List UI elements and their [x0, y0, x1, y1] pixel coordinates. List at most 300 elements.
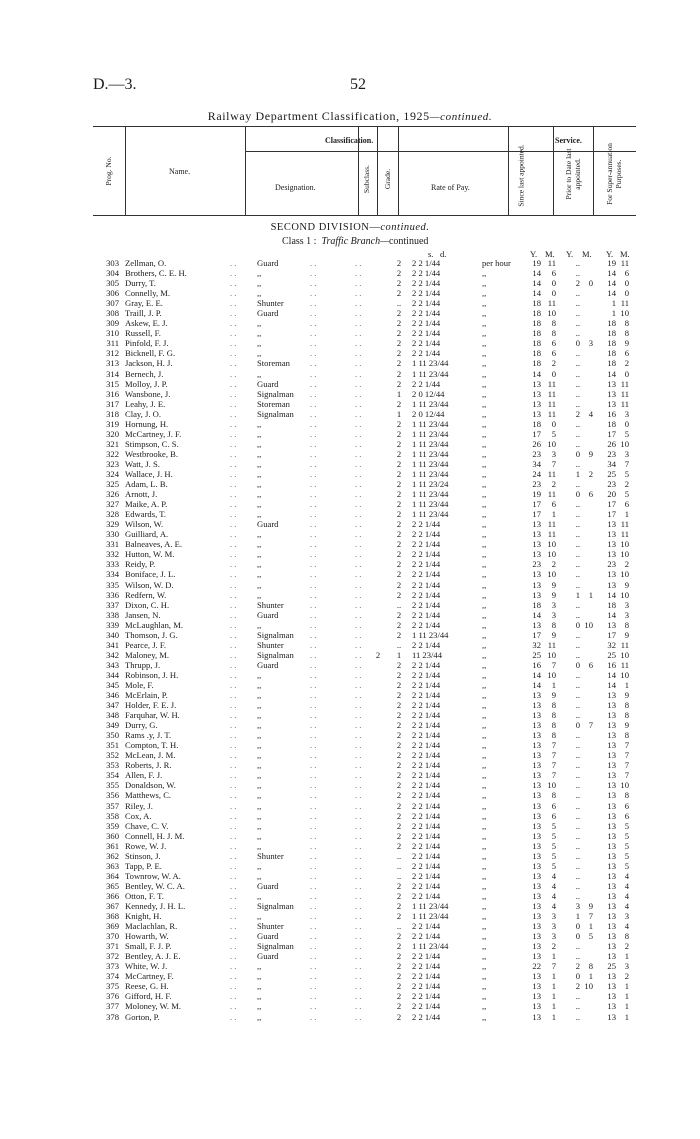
rate-of-pay: 1 11 23/44 [412, 448, 449, 459]
table-row [0, 318, 700, 328]
designation: ,, [257, 579, 262, 590]
prior-years: 0 [575, 619, 580, 630]
table-row [0, 419, 700, 429]
prior-years: .. [575, 499, 580, 510]
prior-months: 3 [588, 338, 593, 349]
leader-dots: . . [230, 790, 237, 801]
super-years: 13 [607, 820, 616, 831]
since-years: 13 [532, 408, 541, 419]
rate-of-pay: 1 11 23/44 [412, 489, 449, 500]
since-years: 13 [532, 921, 541, 932]
since-years: 13 [532, 700, 541, 711]
since-months: 7 [551, 750, 556, 761]
leader-dots: . . [310, 388, 317, 399]
grade: 2 [396, 569, 402, 580]
prior-months: 9 [588, 901, 593, 911]
grade: 2 [396, 941, 402, 952]
rate-of-pay: 2 0 12/44 [412, 388, 445, 399]
leader-dots: . . [230, 438, 237, 449]
super-years: 13 [607, 710, 616, 721]
employee-name: Howarth, W. [125, 931, 169, 942]
pay-period: ,, [482, 669, 487, 680]
prior-years: .. [575, 458, 580, 469]
rate-of-pay: 1 11 23/44 [412, 438, 449, 449]
since-years: 13 [532, 690, 541, 701]
leader-dots: . . [310, 499, 317, 510]
pay-period: ,, [482, 760, 487, 771]
prog-no: 327 [106, 499, 119, 510]
super-years: 18 [607, 338, 616, 349]
leader-dots: . . [355, 961, 362, 972]
leader-dots: . . [355, 368, 362, 379]
prior-years: .. [575, 579, 580, 590]
super-months: 10 [620, 669, 629, 680]
since-years: 13 [532, 981, 541, 992]
leader-dots: . . [355, 388, 362, 399]
designation: ,, [257, 328, 262, 339]
super-months: 7 [624, 458, 629, 469]
table-row [0, 881, 700, 891]
since-months: 2 [551, 941, 556, 952]
prior-years: .. [575, 418, 580, 429]
table-row [0, 1001, 700, 1011]
leader-dots: . . [230, 720, 237, 731]
super-months: 11 [620, 258, 629, 268]
rate-of-pay: 2 2 1/44 [412, 850, 441, 861]
super-months: 5 [624, 468, 629, 479]
grade: 2 [396, 428, 402, 439]
super-months: 6 [624, 499, 629, 510]
prior-years: .. [575, 730, 580, 741]
designation: Shunter [257, 921, 284, 932]
prior-years: .. [575, 760, 580, 771]
super-years: 17 [607, 509, 616, 520]
prior-months: 7 [588, 720, 593, 731]
leader-dots: . . [310, 489, 317, 500]
since-years: 18 [532, 348, 541, 359]
leader-dots: . . [355, 770, 362, 781]
super-months: 3 [624, 448, 629, 459]
leader-dots: . . [230, 448, 237, 459]
unit-pence: d. [440, 249, 447, 259]
rate-of-pay: 2 2 1/44 [412, 639, 441, 650]
super-months: 11 [620, 378, 629, 389]
grade: 2 [396, 890, 402, 901]
super-months: 4 [624, 901, 629, 911]
leader-dots: . . [310, 870, 317, 881]
prior-years: .. [575, 700, 580, 711]
leader-dots: . . [230, 398, 237, 409]
designation: ,, [257, 700, 262, 711]
employee-name: Durry, G. [125, 720, 158, 731]
rate-heading: Rate of Pay. [431, 183, 470, 192]
leader-dots: . . [230, 840, 237, 851]
prog-no: 357 [106, 800, 119, 811]
table-row [0, 529, 700, 539]
grade: 2 [396, 268, 402, 279]
prog-no: 308 [106, 308, 119, 319]
super-months: 8 [624, 700, 629, 711]
leader-dots: . . [355, 820, 362, 831]
super-months: 1 [624, 981, 629, 992]
since-years: 19 [532, 489, 541, 500]
since-years: 25 [532, 649, 541, 660]
leader-dots: . . [355, 438, 362, 449]
prior-years: .. [575, 268, 580, 279]
prog-no: 322 [106, 448, 119, 459]
table-row [0, 569, 700, 579]
leader-dots: . . [310, 468, 317, 479]
prog-no: 369 [106, 921, 119, 932]
super-years: 16 [607, 659, 616, 670]
leader-dots: . . [230, 338, 237, 349]
division-title [0, 222, 700, 233]
grade: 2 [396, 911, 402, 922]
super-years: 25 [607, 468, 616, 479]
designation: ,, [257, 790, 262, 801]
pay-period: ,, [482, 378, 487, 389]
employee-name: Mole, F. [125, 679, 154, 690]
super-years: 1 [611, 298, 616, 309]
grade: 2 [396, 810, 402, 821]
prior-years: .. [575, 348, 580, 359]
prior-months: 10 [584, 981, 593, 992]
leader-dots: . . [355, 931, 362, 942]
prior-years: .. [575, 830, 580, 841]
since-years: 14 [532, 288, 541, 299]
since-years: 14 [532, 268, 541, 279]
super-months: 10 [620, 589, 629, 600]
since-years: 18 [532, 338, 541, 349]
since-years: 13 [532, 569, 541, 580]
prog-no: 321 [106, 438, 119, 449]
unit-shillings: s. [428, 249, 434, 259]
rate-of-pay: 2 2 1/44 [412, 659, 441, 670]
leader-dots: . . [230, 880, 237, 891]
leader-dots: . . [355, 258, 362, 268]
grade: 2 [396, 519, 402, 530]
designation: ,, [257, 479, 262, 490]
prog-no: 348 [106, 710, 119, 721]
leader-dots: . . [355, 509, 362, 520]
prog-no: 320 [106, 428, 119, 439]
super-months: 8 [624, 790, 629, 801]
since-years: 13 [532, 901, 541, 911]
division-text: SECOND DIVISION— [270, 222, 381, 233]
employee-name: Rams .y, J. T. [125, 730, 172, 741]
prior-years: 2 [575, 408, 580, 419]
grade: 2 [396, 368, 402, 379]
grade: 2 [396, 720, 402, 731]
table-row [0, 439, 700, 449]
since-years: 13 [532, 760, 541, 771]
leader-dots: . . [310, 559, 317, 570]
pay-period: ,, [482, 338, 487, 349]
since-years: 13 [532, 971, 541, 982]
employee-name: White, W. J. [125, 961, 168, 972]
prog-no: 315 [106, 378, 119, 389]
pay-period: per hour [482, 258, 511, 268]
leader-dots: . . [310, 308, 317, 319]
leader-dots: . . [355, 479, 362, 490]
since-months: 7 [551, 740, 556, 751]
leader-dots: . . [230, 1011, 237, 1022]
rate-of-pay: 2 2 1/44 [412, 268, 441, 279]
table-row [0, 620, 700, 630]
prior-heading: Prior to Date last appointed. [564, 148, 582, 200]
leader-dots: . . [230, 901, 237, 911]
pay-period: ,, [482, 288, 487, 299]
employee-name: Askew, E. J. [125, 318, 168, 329]
grade: 2 [396, 549, 402, 560]
column-rule [398, 127, 399, 215]
pay-period: ,, [482, 539, 487, 550]
prog-no: 360 [106, 830, 119, 841]
super-years: 17 [607, 629, 616, 640]
leader-dots: . . [230, 850, 237, 861]
super-years: 16 [607, 408, 616, 419]
table-row [0, 610, 700, 620]
prior-years: .. [575, 770, 580, 781]
leader-dots: . . [230, 710, 237, 721]
since-years: 13 [532, 770, 541, 781]
rate-of-pay: 2 2 1/44 [412, 780, 441, 791]
pay-period: ,, [482, 991, 487, 1002]
leader-dots: . . [310, 278, 317, 289]
employee-name: Riley, J. [125, 800, 153, 811]
designation: ,, [257, 860, 262, 871]
grade: 2 [396, 338, 402, 349]
prog-no: 323 [106, 458, 119, 469]
leader-dots: . . [310, 981, 317, 992]
prior-years: 1 [575, 589, 580, 600]
unit-years-since: Y. [530, 249, 538, 259]
rate-of-pay: 2 2 1/44 [412, 710, 441, 721]
designation: Signalman [257, 901, 294, 911]
super-months: 6 [624, 810, 629, 821]
prog-no: 352 [106, 750, 119, 761]
prog-no: 310 [106, 328, 119, 339]
leader-dots: . . [230, 740, 237, 751]
table-row [0, 409, 700, 419]
super-years: 13 [607, 388, 616, 399]
designation: ,, [257, 750, 262, 761]
leader-dots: . . [310, 890, 317, 901]
prog-no: 314 [106, 368, 119, 379]
employee-name: Wallace, J. H. [125, 468, 173, 479]
prior-months: 9 [588, 448, 593, 459]
since-years: 13 [532, 1011, 541, 1022]
designation: Shunter [257, 599, 284, 610]
grade: .. [396, 639, 402, 650]
prior-years: .. [575, 358, 580, 369]
prior-years: .. [575, 479, 580, 490]
super-months: 11 [620, 659, 629, 670]
since-years: 13 [532, 388, 541, 399]
since-months: 2 [551, 479, 556, 490]
super-months: 0 [624, 368, 629, 379]
rate-of-pay: 1 11 23/44 [412, 428, 449, 439]
super-months: 2 [624, 559, 629, 570]
prog-no: 332 [106, 549, 119, 560]
leader-dots: . . [310, 1011, 317, 1022]
employee-name: Clay, J. O. [125, 408, 161, 419]
table-row [0, 971, 700, 981]
designation: Shunter [257, 850, 284, 861]
leader-dots: . . [355, 780, 362, 791]
grade: 2 [396, 1011, 402, 1022]
prior-months: 4 [588, 408, 593, 419]
leader-dots: . . [355, 288, 362, 299]
since-months: 4 [551, 880, 556, 891]
super-years: 13 [607, 901, 616, 911]
leader-dots: . . [355, 1011, 362, 1022]
grade: 2 [396, 318, 402, 329]
designation: ,, [257, 368, 262, 379]
super-years: 13 [607, 619, 616, 630]
super-years: 13 [607, 780, 616, 791]
prior-years: .. [575, 519, 580, 530]
since-years: 13 [532, 850, 541, 861]
since-months: 10 [547, 539, 556, 550]
employee-name: Guilliard, A. [125, 529, 169, 540]
table-row [0, 991, 700, 1001]
pay-period: ,, [482, 971, 487, 982]
employee-name: Bernech, J. [125, 368, 164, 379]
table-row [0, 559, 700, 569]
pay-period: ,, [482, 951, 487, 962]
since-years: 18 [532, 418, 541, 429]
employee-name: Hornung, H. [125, 418, 169, 429]
rate-of-pay: 1 11 23/44 [412, 368, 449, 379]
prog-no: 362 [106, 850, 119, 861]
table-row [0, 680, 700, 690]
since-months: 7 [551, 659, 556, 670]
pay-period: ,, [482, 368, 487, 379]
designation: ,, [257, 810, 262, 821]
super-years: 13 [607, 539, 616, 550]
grade: 2 [396, 770, 402, 781]
employee-name: McErlain, P. [125, 690, 168, 701]
leader-dots: . . [230, 800, 237, 811]
grade: 2 [396, 740, 402, 751]
since-years: 18 [532, 298, 541, 309]
designation: Guard [257, 609, 279, 620]
rate-of-pay: 2 2 1/44 [412, 720, 441, 731]
prior-years: .. [575, 539, 580, 550]
designation: ,, [257, 348, 262, 359]
table-row [0, 298, 700, 308]
super-months: 5 [624, 830, 629, 841]
rate-of-pay: 2 2 1/44 [412, 750, 441, 761]
super-years: 13 [607, 579, 616, 590]
leader-dots: . . [230, 509, 237, 520]
prior-months: 0 [588, 278, 593, 289]
leader-dots: . . [355, 1001, 362, 1012]
rate-of-pay: 2 2 1/44 [412, 569, 441, 580]
since-months: 8 [551, 790, 556, 801]
leader-dots: . . [355, 760, 362, 771]
super-years: 13 [607, 850, 616, 861]
since-years: 23 [532, 559, 541, 570]
employee-name: Holder, F. E. J. [125, 700, 177, 711]
leader-dots: . . [310, 820, 317, 831]
leader-dots: . . [355, 649, 362, 660]
grade: 2 [396, 328, 402, 339]
leader-dots: . . [310, 649, 317, 660]
table-row [0, 911, 700, 921]
super-months: 7 [624, 740, 629, 751]
employee-name: Connelly, M. [125, 288, 171, 299]
employee-name: Allen, F. J. [125, 770, 163, 781]
table-row [0, 328, 700, 338]
leader-dots: . . [355, 800, 362, 811]
unit-months-super: M. [620, 249, 630, 259]
column-rule [508, 127, 509, 215]
since-years: 23 [532, 448, 541, 459]
prog-no: 328 [106, 509, 119, 520]
since-years: 13 [532, 720, 541, 731]
since-months: 8 [551, 318, 556, 329]
leader-dots: . . [355, 901, 362, 911]
table-row [0, 358, 700, 368]
pay-period: ,, [482, 579, 487, 590]
super-months: 9 [624, 338, 629, 349]
super-months: 11 [620, 398, 629, 409]
since-months: 1 [551, 991, 556, 1002]
prog-no-heading: Prog. No. [104, 156, 113, 186]
table-row [0, 811, 700, 821]
pay-period: ,, [482, 589, 487, 600]
super-months: 10 [620, 569, 629, 580]
super-years: 13 [607, 840, 616, 851]
table-row [0, 1012, 700, 1022]
employee-name: Moloney, W. M. [125, 1001, 182, 1012]
prog-no: 346 [106, 690, 119, 701]
employee-name: Thrupp, J. [125, 659, 161, 670]
leader-dots: . . [230, 991, 237, 1002]
table-row [0, 429, 700, 439]
super-months: 4 [624, 880, 629, 891]
super-months: 11 [620, 298, 629, 309]
pay-period: ,, [482, 1011, 487, 1022]
table-row [0, 901, 700, 911]
leader-dots: . . [310, 358, 317, 369]
since-months: 2 [551, 358, 556, 369]
employee-name: Wilson, W. D. [125, 579, 174, 590]
super-months: 5 [624, 860, 629, 871]
employee-name: Boniface, J. L. [125, 569, 176, 580]
prog-no: 309 [106, 318, 119, 329]
prog-no: 334 [106, 569, 119, 580]
leader-dots: . . [355, 700, 362, 711]
leader-dots: . . [230, 268, 237, 279]
rate-of-pay: 2 2 1/44 [412, 258, 441, 268]
super-months: 5 [624, 840, 629, 851]
super-months: 8 [624, 710, 629, 721]
leader-dots: . . [310, 991, 317, 1002]
designation: Guard [257, 931, 279, 942]
table-row [0, 760, 700, 770]
leader-dots: . . [355, 750, 362, 761]
pay-period: ,, [482, 479, 487, 490]
designation: ,, [257, 468, 262, 479]
leader-dots: . . [355, 639, 362, 650]
prog-no: 305 [106, 278, 119, 289]
since-years: 18 [532, 318, 541, 329]
leader-dots: . . [355, 398, 362, 409]
pay-period: ,, [482, 609, 487, 620]
